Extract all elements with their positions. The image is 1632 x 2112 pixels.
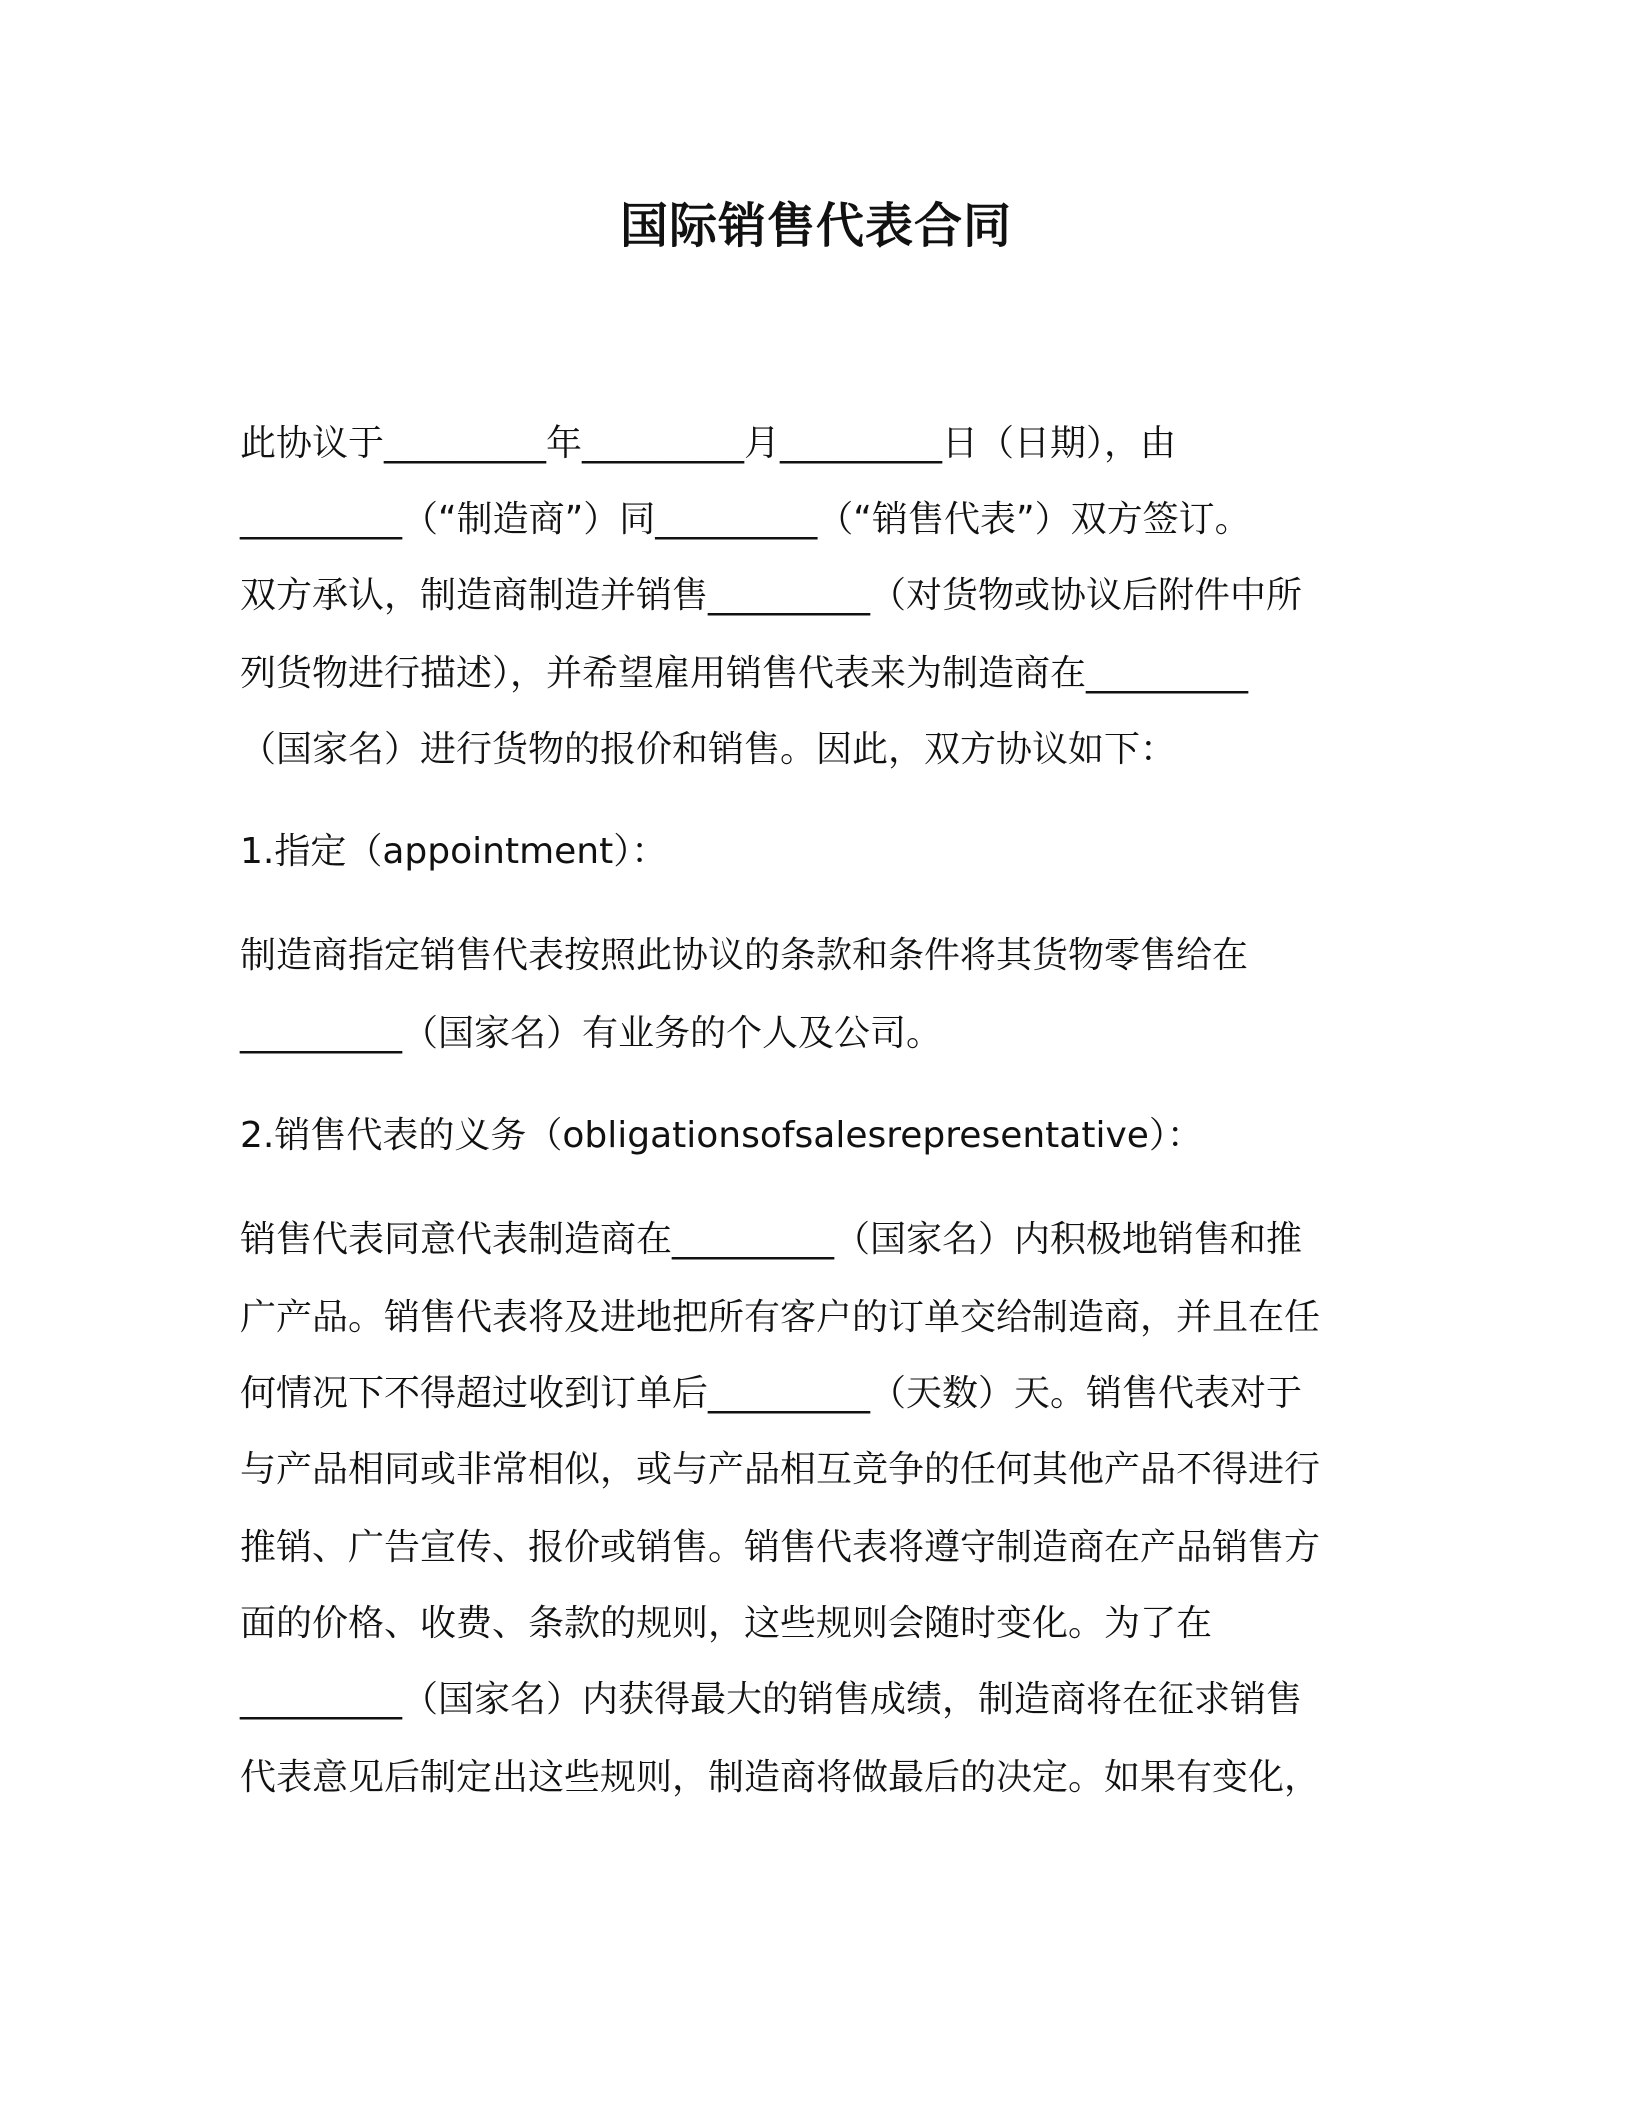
paragraph-line: 双方承认，制造商制造并销售_________（对货物或协议后附件中所 [240, 575, 1303, 616]
paragraph-line: _________（国家名）有业务的个人及公司。 [240, 1013, 943, 1054]
paragraph-line: 列货物进行描述），并希望雇用销售代表来为制造商在_________ [240, 653, 1249, 694]
paragraph-line: 代表意见后制定出这些规则，制造商将做最后的决定。如果有变化， [240, 1757, 1321, 1798]
paragraph-line: 何情况下不得超过收到订单后_________（天数）天。销售代表对于 [240, 1373, 1303, 1414]
paragraph-line: 广产品。销售代表将及进地把所有客户的订单交给制造商，并且在任 [240, 1297, 1321, 1338]
section-heading: 1.指定（appointment）： [240, 831, 668, 872]
paragraph-line: _________（“制造商”）同_________（“销售代表”）双方签订。 [240, 499, 1251, 540]
section-heading: 2.销售代表的义务（obligationsofsalesrepresentative）： [240, 1115, 1203, 1156]
paragraph-line: _________（国家名）内获得最大的销售成绩，制造商将在征求销售 [240, 1679, 1303, 1720]
paragraph-line: （国家名）进行货物的报价和销售。因此，双方协议如下： [240, 729, 1177, 770]
paragraph-line: 此协议于_________年_________月_________日（日期），由 [240, 423, 1177, 464]
paragraph-line: 推销、广告宣传、报价或销售。销售代表将遵守制造商在产品销售方 [240, 1527, 1321, 1568]
paragraph-line: 与产品相同或非常相似，或与产品相互竞争的任何其他产品不得进行 [240, 1449, 1321, 1490]
document-title: 国际销售代表合同 [619, 198, 1012, 254]
paragraph-line: 销售代表同意代表制造商在_________（国家名）内积极地销售和推 [240, 1219, 1303, 1260]
paragraph-line: 面的价格、收费、条款的规则，这些规则会随时变化。为了在 [240, 1603, 1213, 1644]
paragraph-line: 制造商指定销售代表按照此协议的条款和条件将其货物零售给在 [240, 935, 1249, 976]
